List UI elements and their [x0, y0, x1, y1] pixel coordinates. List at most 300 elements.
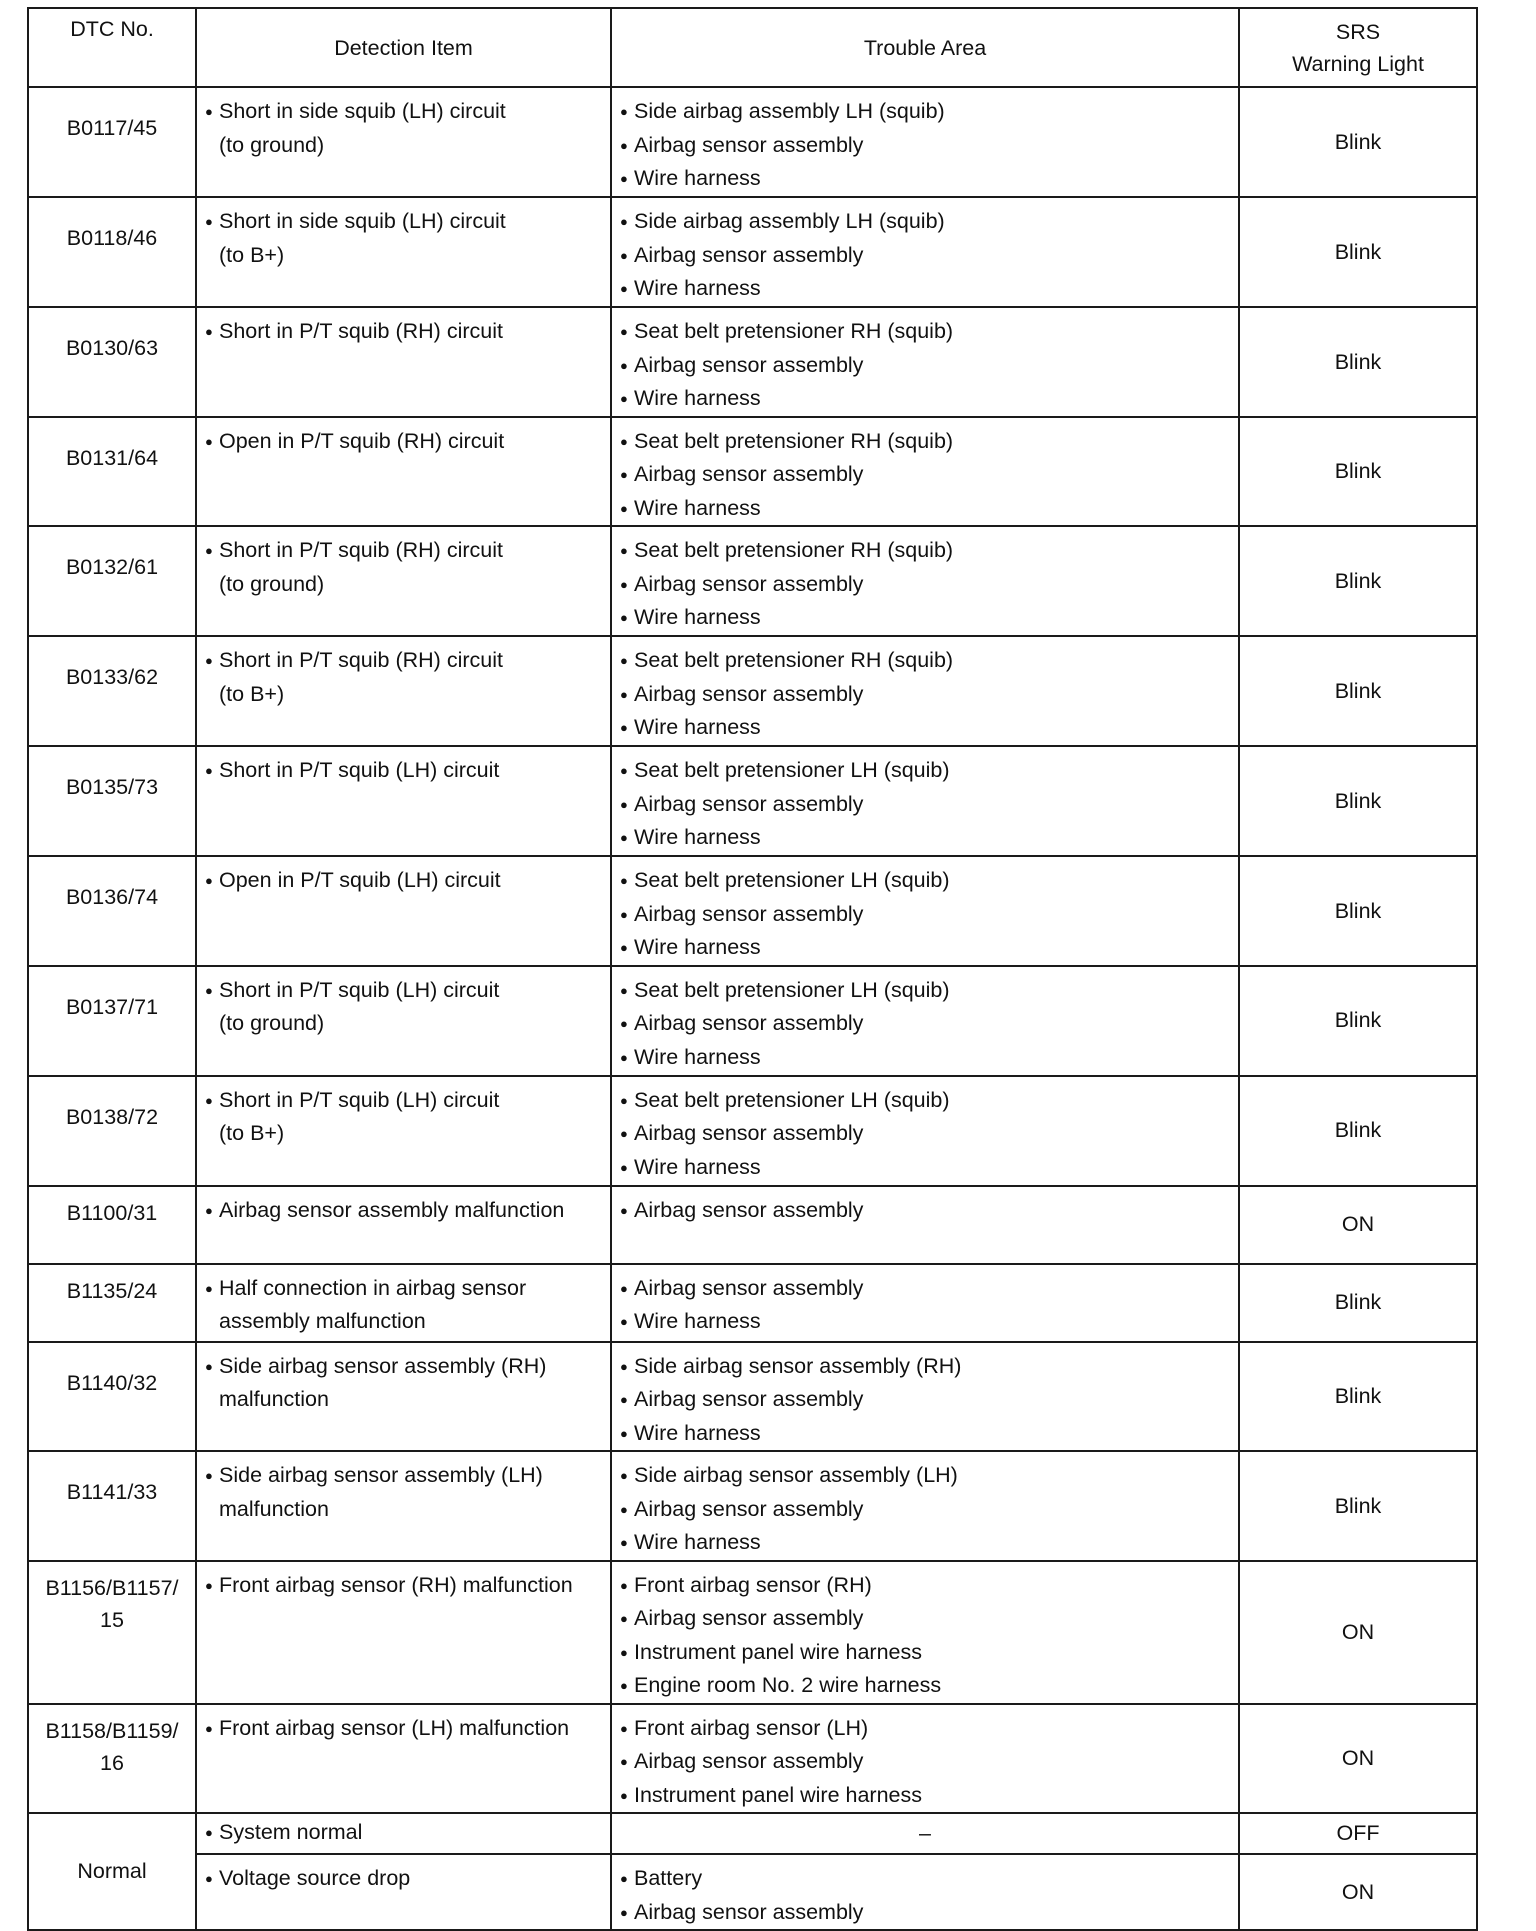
bullet-icon: ● — [620, 1535, 628, 1550]
dtc-code-cell — [28, 636, 196, 746]
trouble-area-item — [620, 315, 1230, 349]
trouble-area-item — [620, 1569, 1230, 1603]
dtc-code: B1141/33 — [66, 1480, 158, 1504]
trouble-area-item — [620, 1084, 1230, 1118]
trouble-area-item — [620, 974, 1230, 1008]
item-text: Short in P/T squib (LH) circuit — [219, 758, 500, 782]
trouble-area-item — [620, 1779, 1230, 1813]
trouble-area-item — [620, 1383, 1230, 1417]
item-text: Airbag sensor assembly — [634, 352, 864, 377]
trouble-area-item — [620, 162, 1230, 196]
dtc-code: B0131/64 — [65, 445, 159, 470]
detection-item-text — [205, 425, 602, 459]
detection-item-text — [205, 644, 602, 678]
trouble-area-item — [620, 821, 1230, 855]
bullet-icon: ● — [205, 104, 213, 119]
dtc-code-cell-normal: Normal — [28, 1813, 196, 1930]
dtc-code: B0132/61 — [65, 555, 159, 579]
item-text: Airbag sensor assembly — [634, 1387, 864, 1411]
item-text: Seat belt pretensioner LH (squib) — [634, 1087, 950, 1112]
detection-continuation: (to B+) — [219, 681, 285, 706]
bullet-icon: ● — [620, 1871, 628, 1886]
dtc-code-cell — [28, 856, 196, 966]
item-text: Short in P/T squib (RH) circuit — [219, 648, 503, 672]
dtc-code-cell — [28, 197, 196, 307]
detection-item-cell — [196, 1264, 611, 1342]
bullet-icon: ● — [205, 433, 213, 449]
srs-warning-light-cell: Blink — [1239, 966, 1477, 1076]
item-text: Battery — [634, 1866, 703, 1890]
header-row — [28, 8, 1477, 87]
table-row — [28, 197, 1477, 307]
detection-item-text — [205, 1862, 602, 1896]
detection-item-text — [205, 974, 602, 1008]
bullet-icon: ● — [620, 433, 628, 449]
bullet-icon: ● — [620, 1754, 628, 1769]
trouble-area-cell — [611, 1186, 1239, 1264]
trouble-area-item — [620, 1272, 1230, 1306]
detection-item-cell — [196, 856, 611, 966]
dtc-code-cell — [28, 1264, 196, 1342]
item-text: Short in side squib (LH) circuit — [219, 209, 506, 233]
detection-item-text — [205, 1350, 602, 1384]
item-text: Airbag sensor assembly malfunction — [219, 1197, 565, 1222]
trouble-area-item — [620, 349, 1230, 383]
table-row — [28, 746, 1477, 856]
bullet-icon: ● — [620, 906, 628, 922]
detection-continuation: malfunction — [219, 1496, 329, 1521]
item-text: Wire harness — [634, 1309, 761, 1333]
bullet-icon: ● — [620, 796, 628, 812]
detection-item-cell — [196, 746, 611, 856]
item-text: Wire harness — [634, 825, 761, 849]
trouble-area-item — [620, 1041, 1230, 1075]
trouble-area-item — [620, 1669, 1230, 1703]
bullet-icon: ● — [620, 247, 628, 263]
bullet-icon: ● — [205, 1825, 213, 1840]
item-text: Seat belt pretensioner RH (squib) — [634, 538, 954, 562]
table-row — [28, 1186, 1477, 1264]
bullet-icon: ● — [620, 357, 628, 373]
item-text: Airbag sensor assembly — [634, 1606, 864, 1630]
trouble-area-cell — [611, 1264, 1239, 1342]
item-text: Side airbag assembly LH (squib) — [634, 209, 945, 233]
bullet-icon: ● — [620, 391, 628, 406]
item-text: Short in P/T squib (RH) circuit — [219, 538, 503, 562]
bullet-icon: ● — [620, 830, 628, 845]
trouble-area-item — [620, 1602, 1230, 1636]
dtc-code: B0136/74 — [65, 885, 159, 909]
table-row — [28, 1451, 1477, 1561]
bullet-icon: ● — [205, 324, 213, 339]
trouble-area-item — [620, 205, 1230, 239]
trouble-area-item — [620, 1862, 1230, 1896]
item-text: Wire harness — [634, 1530, 761, 1554]
item-text: Wire harness — [634, 1420, 761, 1445]
trouble-area-item — [620, 1305, 1230, 1339]
dtc-code: B1135/24 — [66, 1278, 158, 1303]
item-text: Airbag sensor assembly — [634, 462, 864, 486]
detection-item-text — [205, 1712, 602, 1746]
bullet-icon: ● — [205, 543, 213, 558]
trouble-area-item — [620, 1459, 1230, 1493]
trouble-area-cell — [611, 197, 1239, 307]
detection-continuation: (to ground) — [219, 1011, 325, 1035]
item-text: Wire harness — [634, 386, 761, 410]
item-text: Open in P/T squib (LH) circuit — [219, 868, 501, 892]
bullet-icon: ● — [620, 281, 628, 296]
dtc-code: B0133/62 — [65, 665, 159, 689]
trouble-area-cell — [611, 1451, 1239, 1561]
item-text: Wire harness — [634, 605, 761, 629]
table-row — [28, 856, 1477, 966]
bullet-icon: ● — [205, 1468, 213, 1483]
bullet-icon: ● — [620, 1468, 628, 1483]
srs-warning-light-cell: Blink — [1239, 197, 1477, 307]
item-text: Short in P/T squib (LH) circuit — [219, 1087, 500, 1112]
detection-item-text — [205, 864, 602, 898]
detection-item-cell — [196, 417, 611, 527]
bullet-icon: ● — [205, 1280, 213, 1296]
srs-warning-light-cell: ON — [1239, 1186, 1477, 1264]
trouble-area-item — [620, 678, 1230, 712]
item-text: Airbag sensor assembly — [634, 1275, 864, 1300]
item-text: Engine room No. 2 wire harness — [634, 1673, 942, 1697]
detection-continuation: (to ground) — [219, 132, 325, 157]
trouble-area-cell — [611, 746, 1239, 856]
item-text: Airbag sensor assembly — [634, 681, 864, 706]
trouble-area-item — [620, 1151, 1230, 1185]
bullet-icon: ● — [620, 1314, 628, 1329]
table-row-normal — [28, 1854, 1477, 1930]
item-text: Wire harness — [634, 715, 761, 739]
detection-item-cell — [196, 307, 611, 417]
trouble-area-item — [620, 95, 1230, 129]
bullet-icon: ● — [620, 543, 628, 558]
bullet-icon: ● — [620, 1644, 628, 1660]
detection-item-cell — [196, 526, 611, 636]
bullet-icon: ● — [620, 171, 628, 186]
dtc-code-cell — [28, 526, 196, 636]
detection-item-text — [205, 1194, 602, 1228]
detection-item-text — [205, 1084, 602, 1118]
detection-item-cell — [196, 1186, 611, 1264]
bullet-icon: ● — [620, 873, 628, 888]
bullet-icon: ● — [620, 1016, 628, 1031]
trouble-area-cell — [611, 526, 1239, 636]
dtc-code: B1140/32 — [66, 1370, 158, 1395]
dtc-code-cell — [28, 1342, 196, 1452]
srs-warning-light-cell: Blink — [1239, 636, 1477, 746]
trouble-area-cell — [611, 1813, 1239, 1854]
trouble-area-item — [620, 788, 1230, 822]
trouble-area-item — [620, 1745, 1230, 1779]
item-text: Wire harness — [634, 935, 761, 959]
table-row-normal — [28, 1813, 1477, 1854]
trouble-area-cell — [611, 1076, 1239, 1186]
bullet-icon: ● — [620, 610, 628, 625]
item-text: Half connection in airbag sensor — [219, 1275, 527, 1300]
item-text: Voltage source drop — [219, 1866, 411, 1890]
bullet-icon: ● — [620, 1425, 628, 1441]
bullet-icon: ● — [620, 763, 628, 778]
srs-warning-light-cell: Blink — [1239, 856, 1477, 966]
bullet-icon: ● — [620, 1159, 628, 1175]
detection-continuation: assembly malfunction — [219, 1309, 426, 1333]
detection-item-text — [205, 1459, 602, 1493]
bullet-icon: ● — [620, 1787, 628, 1803]
trouble-area-item — [620, 711, 1230, 745]
bullet-icon: ● — [620, 1392, 628, 1407]
dtc-code: B0137/71 — [65, 994, 159, 1019]
item-text: Airbag sensor assembly — [634, 1197, 864, 1222]
srs-warning-light-cell: ON — [1239, 1854, 1477, 1930]
bullet-icon: ● — [205, 1577, 213, 1593]
dtc-code: B0138/72 — [65, 1104, 159, 1129]
item-text: Airbag sensor assembly — [634, 1496, 864, 1521]
bullet-icon: ● — [205, 1202, 213, 1218]
bullet-icon: ● — [620, 1501, 628, 1517]
dtc-code: 15 — [100, 1608, 124, 1632]
item-text: Side airbag sensor assembly (LH) — [219, 1463, 543, 1487]
trouble-area-item — [620, 754, 1230, 788]
table-row — [28, 1342, 1477, 1452]
bullet-icon: ● — [620, 1092, 628, 1108]
bullet-icon: ● — [620, 686, 628, 702]
detection-item-cell — [196, 87, 611, 197]
bullet-icon: ● — [620, 1280, 628, 1296]
dtc-code-cell — [28, 1076, 196, 1186]
trouble-area-item — [620, 1007, 1230, 1041]
item-text: Airbag sensor assembly — [634, 791, 864, 816]
dtc-code: B0118/46 — [66, 226, 158, 250]
header-detection-item: Detection Item — [196, 8, 611, 87]
trouble-area-cell — [611, 1342, 1239, 1452]
bullet-icon: ● — [205, 1871, 213, 1886]
item-text: Seat belt pretensioner LH (squib) — [634, 868, 950, 892]
trouble-area-item — [620, 129, 1230, 163]
item-text: Wire harness — [634, 166, 761, 190]
bullet-icon: ● — [205, 653, 213, 668]
bullet-icon: ● — [620, 104, 628, 119]
item-text: Short in side squib (LH) circuit — [219, 99, 506, 123]
trouble-area-cell — [611, 1854, 1239, 1930]
item-text: Seat belt pretensioner LH (squib) — [634, 977, 950, 1002]
item-text: Airbag sensor assembly — [634, 242, 864, 267]
trouble-area-item — [620, 534, 1230, 568]
srs-warning-light-cell: Blink — [1239, 87, 1477, 197]
dtc-code: B0135/73 — [65, 775, 159, 799]
dtc-code-cell — [28, 1704, 196, 1814]
dtc-table — [27, 7, 1478, 1931]
bullet-icon: ● — [205, 763, 213, 778]
item-text: Seat belt pretensioner RH (squib) — [634, 648, 954, 672]
dtc-code-cell — [28, 1186, 196, 1264]
dtc-code-cell — [28, 417, 196, 527]
item-text: Seat belt pretensioner LH (squib) — [634, 758, 950, 782]
detection-item-cell — [196, 1451, 611, 1561]
detection-continuation: malfunction — [219, 1387, 329, 1411]
table-row — [28, 966, 1477, 1076]
detection-item-cell — [196, 1854, 611, 1930]
bullet-icon: ● — [620, 1577, 628, 1593]
bullet-icon: ● — [620, 1678, 628, 1693]
header-dtc: DTC No. — [28, 8, 196, 87]
bullet-icon: ● — [620, 1611, 628, 1626]
item-text: Airbag sensor assembly — [634, 1749, 864, 1773]
table-row — [28, 526, 1477, 636]
dtc-code-cell — [28, 1451, 196, 1561]
srs-warning-light-cell: ON — [1239, 1561, 1477, 1704]
item-text: Side airbag sensor assembly (LH) — [634, 1463, 958, 1487]
srs-warning-light-cell: Blink — [1239, 307, 1477, 417]
trouble-area-cell — [611, 87, 1239, 197]
detection-item-text — [205, 205, 602, 239]
trouble-area-item — [620, 492, 1230, 526]
trouble-area-item — [620, 1493, 1230, 1527]
item-text: Side airbag sensor assembly (RH) — [219, 1353, 547, 1378]
table-row — [28, 307, 1477, 417]
table-row — [28, 1561, 1477, 1704]
table-row — [28, 1704, 1477, 1814]
detection-item-text — [205, 534, 602, 568]
item-text: Airbag sensor assembly — [634, 1121, 864, 1145]
item-text: Airbag sensor assembly — [634, 1011, 864, 1035]
trouble-area-item — [620, 1712, 1230, 1746]
detection-item-cell — [196, 1342, 611, 1452]
item-text: Airbag sensor assembly — [634, 901, 864, 926]
dtc-code: B1158/B1159/ — [45, 1718, 179, 1743]
header-srs-line2: Warning Light — [1292, 51, 1424, 76]
item-text: Instrument panel wire harness — [634, 1782, 923, 1807]
bullet-icon: ● — [620, 1904, 628, 1920]
trouble-area-cell — [611, 307, 1239, 417]
trouble-area-item — [620, 931, 1230, 965]
trouble-area-cell — [611, 966, 1239, 1076]
bullet-icon: ● — [620, 1126, 628, 1141]
item-text: Wire harness — [634, 276, 761, 300]
trouble-area-cell — [611, 636, 1239, 746]
bullet-icon: ● — [620, 720, 628, 735]
bullet-icon: ● — [620, 1202, 628, 1218]
item-text: Wire harness — [634, 495, 761, 520]
trouble-area-item — [620, 382, 1230, 416]
detection-item-text — [205, 1569, 602, 1603]
item-text: Seat belt pretensioner RH (squib) — [634, 319, 954, 343]
item-text: Open in P/T squib (RH) circuit — [219, 428, 505, 453]
trouble-area-cell — [611, 856, 1239, 966]
detection-item-text — [205, 1272, 602, 1306]
trouble-area-item — [620, 1636, 1230, 1670]
table-row — [28, 417, 1477, 527]
dtc-code: B0117/45 — [66, 116, 158, 140]
dtc-code-cell — [28, 1561, 196, 1704]
bullet-icon: ● — [205, 1092, 213, 1108]
table-row — [28, 636, 1477, 746]
trouble-area-item — [620, 458, 1230, 492]
item-text: Airbag sensor assembly — [634, 1899, 864, 1924]
no-trouble-area-dash: – — [919, 1821, 931, 1846]
item-text: System normal — [219, 1820, 363, 1844]
item-text: Airbag sensor assembly — [634, 571, 864, 596]
bullet-icon: ● — [620, 940, 628, 955]
trouble-area-item — [620, 601, 1230, 635]
table-body — [28, 87, 1477, 1930]
bullet-icon: ● — [205, 1358, 213, 1374]
srs-warning-light-cell: Blink — [1239, 1342, 1477, 1452]
bullet-icon: ● — [620, 137, 628, 153]
bullet-icon: ● — [205, 873, 213, 888]
detection-item-cell — [196, 636, 611, 746]
bullet-icon: ● — [620, 324, 628, 339]
item-text: Instrument panel wire harness — [634, 1639, 923, 1664]
item-text: Wire harness — [634, 1044, 761, 1069]
bullet-icon: ● — [620, 214, 628, 229]
bullet-icon: ● — [620, 1720, 628, 1736]
item-text: Side airbag sensor assembly (RH) — [634, 1353, 962, 1378]
header-srs-line1: SRS — [1335, 19, 1381, 44]
trouble-area-item — [620, 425, 1230, 459]
bullet-icon: ● — [205, 1720, 213, 1736]
trouble-area-item — [620, 1526, 1230, 1560]
trouble-area-cell — [611, 417, 1239, 527]
trouble-area-cell — [611, 1561, 1239, 1704]
trouble-area-item — [620, 1117, 1230, 1151]
item-text: Airbag sensor assembly — [634, 132, 864, 157]
detection-item-text — [205, 315, 602, 349]
table-row — [28, 1264, 1477, 1342]
item-text: Front airbag sensor (RH) — [634, 1572, 872, 1597]
trouble-area-item — [620, 1896, 1230, 1930]
srs-warning-light-cell: OFF — [1239, 1813, 1477, 1854]
detection-item-cell — [196, 1561, 611, 1704]
detection-item-text — [205, 754, 602, 788]
table-row — [28, 87, 1477, 197]
item-text: Front airbag sensor (RH) malfunction — [219, 1572, 573, 1597]
item-text: Wire harness — [634, 1154, 761, 1179]
item-text: Short in P/T squib (LH) circuit — [219, 977, 500, 1002]
item-text: Front airbag sensor (LH) — [634, 1715, 869, 1740]
trouble-area-item — [620, 898, 1230, 932]
bullet-icon: ● — [620, 500, 628, 516]
detection-item-text — [205, 1816, 602, 1850]
trouble-area-item — [620, 1194, 1230, 1228]
header-srs-warning-light — [1239, 8, 1477, 87]
detection-item-cell — [196, 966, 611, 1076]
bullet-icon: ● — [620, 576, 628, 592]
bullet-icon: ● — [620, 1049, 628, 1065]
dtc-code-cell — [28, 966, 196, 1076]
bullet-icon: ● — [620, 1358, 628, 1374]
detection-item-cell — [196, 1704, 611, 1814]
bullet-icon: ● — [620, 467, 628, 482]
srs-warning-light-cell: Blink — [1239, 1076, 1477, 1186]
trouble-area-item — [620, 239, 1230, 273]
header-trouble-area: Trouble Area — [611, 8, 1239, 87]
srs-warning-light-cell: ON — [1239, 1704, 1477, 1814]
detection-continuation: (to B+) — [219, 242, 285, 267]
table-row — [28, 1076, 1477, 1186]
detection-item-cell — [196, 197, 611, 307]
srs-warning-light-cell: Blink — [1239, 526, 1477, 636]
bullet-icon: ● — [205, 214, 213, 229]
item-text: Short in P/T squib (RH) circuit — [219, 319, 503, 343]
bullet-icon: ● — [620, 653, 628, 668]
srs-warning-light-cell: Blink — [1239, 1451, 1477, 1561]
dtc-code: B1100/31 — [66, 1200, 158, 1225]
detection-item-cell — [196, 1076, 611, 1186]
dtc-code: 16 — [100, 1751, 124, 1775]
